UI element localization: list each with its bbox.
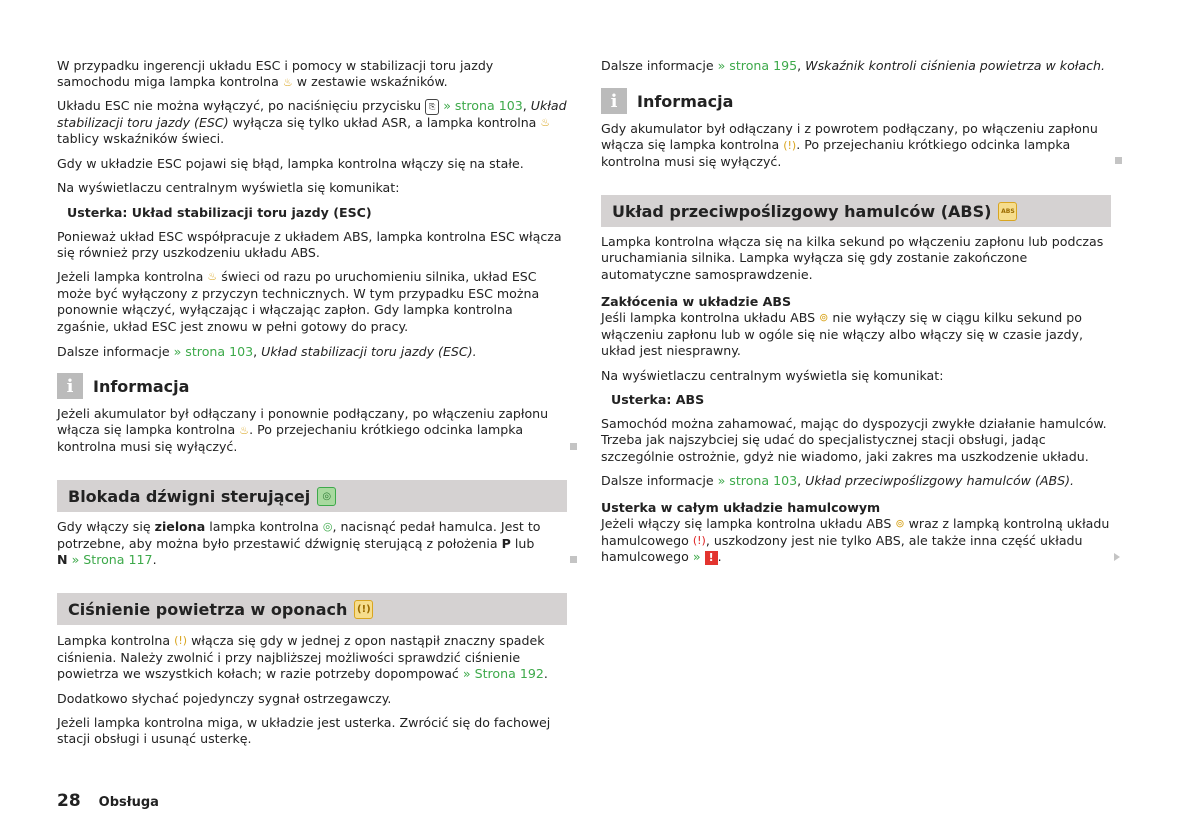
info-text: Jeżeli akumulator był odłączany i ponownie podłączany, po włączeniu zapłonu włącza się lampka kontrolna ♨. Po przejechaniu krótkiego odcinka lampka kontrolna musi się wyłączyć. [57, 406, 549, 455]
section-end-marker [1115, 157, 1122, 164]
section-title: Ciśnienie powietrza w oponach [68, 599, 348, 619]
info-title: Informacja [93, 376, 190, 396]
paragraph: Dalsze informacje » strona 103, Układ stabilizacji toru jazdy (ESC). [57, 344, 477, 359]
page-link[interactable]: » strona 195 [717, 58, 798, 73]
page-footer [57, 791, 159, 811]
paragraph: Ponieważ układ ESC współpracuje z układem ABS, lampka kontrolna ESC włącza się również przy uszkodzeniu układu ABS. [57, 229, 562, 261]
paragraph: Dalsze informacje » strona 195, Wskaźnik kontroli ciśnienia powietrza w kołach. [601, 58, 1106, 73]
paragraph: Jeżeli włączy się lampka kontrolna układu ABS ⊚ wraz z lampką kontrolną układu hamulcowego (!), uszkodzony jest nie tylko ABS, ale także inna część układu hamulcowego » ! . [601, 516, 1110, 565]
brake-lamp-icon: (!) [692, 534, 706, 547]
esc-warning-icon: ♨ [239, 423, 250, 437]
gear-lever-lamp-icon: ◎ [322, 520, 333, 534]
paragraph: Na wyświetlaczu centralnym wyświetla się komunikat: [601, 368, 944, 383]
paragraph: Lampka kontrolna (!) włącza się gdy w jednej z opon nastąpił znaczny spadek ciśnienia. Należy zwolnić i przy najbliższej możliwości sprawdzić ciśnienie powietrza we wszystkich kołach; w razie potrzeby dopompować » Strona 192. [57, 633, 548, 682]
section-end-marker [570, 443, 577, 450]
tire-pressure-lamp-icon: (!) [174, 634, 188, 648]
paragraph: Dodatkowo słychać pojedynczy sygnał ostrzegawczy. [57, 691, 392, 706]
page-number: 28 [57, 791, 81, 811]
esc-warning-icon: ♨ [282, 75, 293, 89]
info-title: Informacja [637, 91, 734, 111]
info-icon: i [601, 88, 627, 114]
paragraph: Układu ESC nie można wyłączyć, po naciśnięciu przycisku ⎘ » strona 103, Układ stabilizacji toru jazdy (ESC) wyłącza się tylko układ ASR, a lampka kontrolna ♨ tablicy wskaźników świeci. [57, 98, 567, 147]
paragraph: Gdy włączy się zielona lampka kontrolna ◎, nacisnąć pedał hamulca. Jest to potrzebne, aby można było przestawić dźwignię sterującą z położenia P lub N » Strona 117. [57, 519, 541, 568]
paragraph: Jeśli lampka kontrolna układu ABS ⊚ nie wyłączy się w ciągu kilku sekund po włączeniu zapłonu lub w ogóle się nie włączy albo włączy się w czasie jazdy, układ jest niesprawny. [601, 310, 1083, 359]
esc-button-icon: ⎘ [425, 99, 439, 115]
warning-link[interactable]: » [692, 549, 701, 565]
tire-pressure-lamp-icon: (!) [354, 600, 373, 619]
display-message: Usterka: ABS [611, 392, 705, 407]
section-end-marker [570, 556, 577, 563]
abs-lamp-icon: ⊚ [895, 517, 905, 531]
paragraph: Samochód można zahamować, mając do dyspozycji zwykłe działanie hamulców. Trzeba jak najszybciej się udać do specjalistycznej stacji obsługi, jadąc szczególnie ostrożnie, gdyż nie wiadomo, jaki zakres ma uszkodzenie układu. [601, 416, 1107, 464]
continue-marker [1114, 553, 1120, 561]
paragraph: Na wyświetlaczu centralnym wyświetla się komunikat: [57, 180, 400, 195]
esc-warning-icon: ♨ [540, 115, 551, 129]
paragraph: Gdy w układzie ESC pojawi się błąd, lampka kontrolna włączy się na stałe. [57, 156, 524, 171]
info-text: Gdy akumulator był odłączany i z powrotem podłączany, po włączeniu zapłonu włącza się lampka kontrolna (!). Po przejechaniu krótkiego odcinka lampka kontrolna musi się wyłączyć. [601, 121, 1098, 170]
paragraph: W przypadku ingerencji układu ESC i pomocy w stabilizacji toru jazdy samochodu miga lampka kontrolna ♨ w zestawie wskaźników. [57, 58, 494, 90]
paragraph: Dalsze informacje » strona 103, Układ przeciwpoślizgowy hamulców (ABS). [601, 473, 1075, 488]
page-link[interactable]: » Strona 117 [71, 552, 153, 568]
tire-pressure-lamp-icon: (!) [783, 138, 797, 152]
subheading: Zakłócenia w układzie ABS [601, 294, 792, 309]
paragraph: Jeżeli lampka kontrolna ♨ świeci od razu po uruchomieniu silnika, układ ESC może być wyłączony z przyczyn technicznych. W tym przypadku ESC można ponownie włączyć, wyłączając i włączając zapłon. Gdy lampka kontrolna zgaśnie, układ ESC jest znowu w pełni gotowy do pracy. [57, 269, 540, 334]
section-heading [601, 195, 1111, 227]
section-title: Blokada dźwigni sterującej [68, 486, 311, 506]
esc-warning-icon: ♨ [207, 270, 218, 284]
abs-lamp-icon: ⊚ [819, 311, 829, 325]
subheading: Usterka w całym układzie hamulcowym [601, 500, 881, 515]
page-link[interactable]: » strona 103 [173, 344, 254, 359]
abs-lamp-icon: ABS [998, 202, 1017, 221]
section-heading [57, 593, 567, 625]
info-icon: i [57, 373, 83, 399]
section-title: Układ przeciwpoślizgowy hamulców (ABS) [612, 201, 992, 221]
chapter-label: Obsługa [98, 795, 159, 810]
info-heading [57, 371, 189, 401]
gear-lever-lamp-icon: ◎ [317, 487, 336, 506]
warning-icon: ! [705, 551, 718, 565]
page-link[interactable]: » Strona 192 [462, 666, 544, 682]
paragraph: Jeżeli lampka kontrolna miga, w układzie jest usterka. Zwrócić się do fachowej stacji obsługi i usunąć usterkę. [57, 715, 551, 747]
page-link[interactable]: » strona 103 [443, 98, 523, 113]
info-heading [601, 86, 733, 116]
page-link[interactable]: » strona 103 [717, 473, 798, 488]
paragraph: Lampka kontrolna włącza się na kilka sekund po włączeniu zapłonu lub podczas uruchamiania silnika. Lampka wyłącza się gdy zostanie zakończone automatyczne samosprawdzenie. [601, 234, 1104, 282]
display-message: Usterka: Układ stabilizacji toru jazdy (ESC) [67, 205, 372, 220]
section-heading [57, 480, 567, 512]
